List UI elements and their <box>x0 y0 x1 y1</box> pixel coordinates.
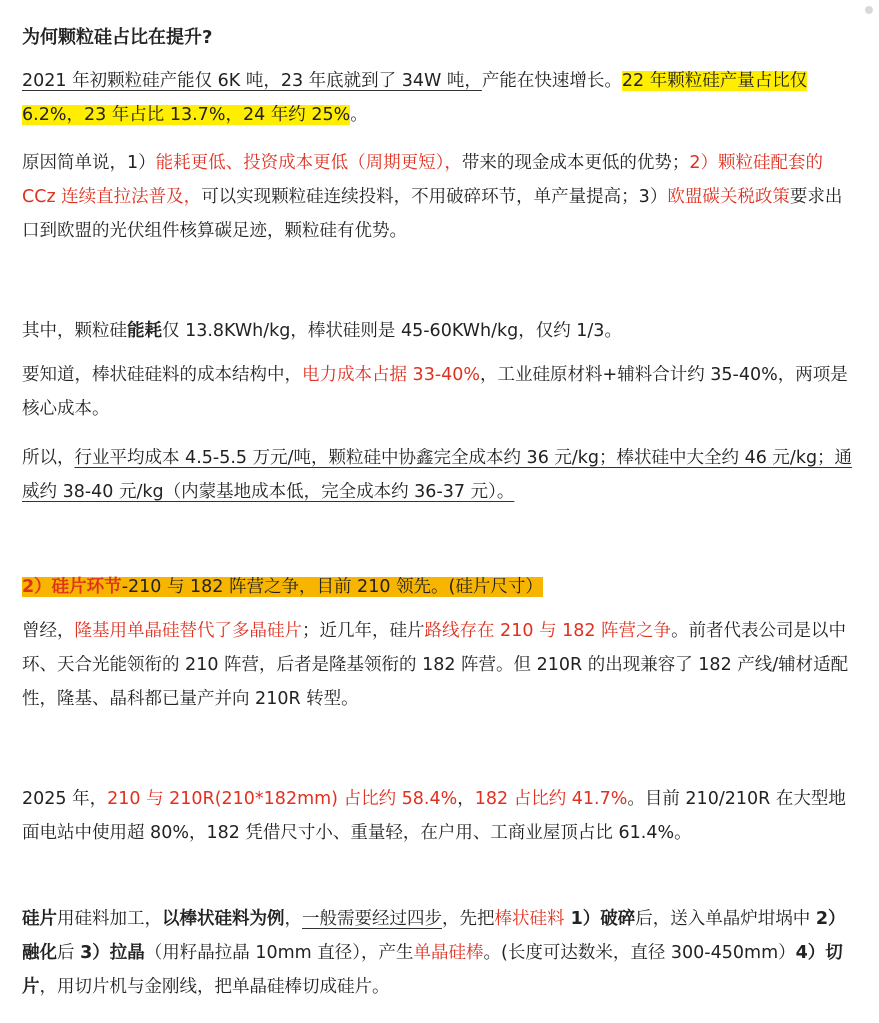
reason-1-red: 能耗更低、投资成本更低（周期更短）， <box>155 153 462 173</box>
cost-intro: 要知道，棒状硅硅料的成本结构中， <box>22 365 302 385</box>
paragraph-capacity <box>22 64 857 132</box>
corner-dot-icon <box>865 6 873 14</box>
example-bold: 以棒状硅料为例 <box>162 909 285 929</box>
avg-cost-intro: 所以， <box>22 448 75 468</box>
energy-tail: 仅 13.8KWh/kg，棒状硅则是 45-60KWh/kg，仅约 1/3。 <box>162 321 622 341</box>
paragraph-wafer-process <box>22 902 857 1004</box>
share-210-red: 210 与 210R(210*182mm) 占比约 58.4% <box>107 789 458 809</box>
section-heading: 为何颗粒硅占比在提升? <box>22 27 213 48</box>
process-tail: ，用切片机与金刚线，把单晶硅棒切成硅片。 <box>39 977 390 997</box>
wafer-heading-tail: -210 与 182 阵营之争，目前 210 领先。(硅片尺寸） <box>121 577 543 597</box>
process-mid-3: 后 <box>57 943 81 963</box>
process-mid-4: （用籽晶拉晶 10mm 直径），产生 <box>144 943 414 963</box>
reason-3-red: 欧盟碳关税政策 <box>667 187 790 207</box>
history-mid: ；近几年，硅片 <box>302 621 425 641</box>
paragraph-wafer-heading <box>22 570 857 604</box>
rod-silicon-red: 棒状硅料 <box>494 909 565 929</box>
wafer-bold: 硅片 <box>22 909 57 929</box>
share-tail: 。目前 210/210R 在大型地面电站中使用超 80%，182 凭借尺寸小、重量轻，在户用、工商业屋顶占比 61.4%。 <box>22 789 846 843</box>
longi-red: 隆基用单晶硅替代了多晶硅片 <box>74 621 302 641</box>
comma: ， <box>457 789 475 809</box>
reason-2-tail: 可以实现颗粒硅连续投料，不用破碎环节，单产量提高；3） <box>201 187 668 207</box>
capacity-growth-text: 2021 年初颗粒硅产能仅 6K 吨，23 年底就到了 34W 吨， <box>22 71 482 91</box>
paragraph-wafer-history <box>22 614 857 716</box>
capacity-growth-tail: 产能在快速增长。 <box>481 71 622 91</box>
process-mid-2: 后，送入单晶炉坩埚中 <box>635 909 816 929</box>
comma-2: ， <box>284 909 302 929</box>
reason-1-tail: 带来的现金成本更低的优势； <box>461 153 690 173</box>
reasons-intro: 原因简单说，1） <box>22 153 156 173</box>
history-intro: 曾经， <box>22 621 75 641</box>
wafer-heading-highlight <box>22 577 543 597</box>
avg-cost-underlined: 行业平均成本 4.5-5.5 万元/吨，颗粒硅中协鑫完全成本约 36 元/kg；棒状硅中大全约 46 元/kg；通威约 38-40 元/kg（内蒙基地成本低，完全成本约 36-37 元）。 <box>22 448 853 502</box>
period: 。 <box>350 105 368 125</box>
step-1-bold: 1）破碎 <box>564 909 636 929</box>
year-2025: 2025 年， <box>22 789 108 809</box>
paragraph-reasons <box>22 146 857 248</box>
step-3-bold: 3）拉晶 <box>80 943 145 963</box>
four-steps-underlined: 一般需要经过四步 <box>302 909 442 929</box>
process-mid-5: 。(长度可达数米，直径 300-450mm） <box>483 943 796 963</box>
paragraph-avg-cost <box>22 441 857 509</box>
energy-bold: 能耗 <box>127 321 162 341</box>
paragraph-cost-structure <box>22 358 857 426</box>
camp-red: 路线存在 210 与 182 阵营之争 <box>424 621 672 641</box>
ingot-red: 单晶硅棒 <box>413 943 484 963</box>
share-highlight: 22 年颗粒硅产量占比仅 6.2%，23 年占比 13.7%，24 年约 25% <box>22 71 808 125</box>
energy-intro: 其中，颗粒硅 <box>22 321 127 341</box>
history-tail: 。前者代表公司是以中环、天合光能领衔的 210 阵营，后者是隆基领衔的 182 阵营。但 210R 的出现兼容了 182 产线/辅材适配性，隆基、晶科都已量产并向 210R 转型。 <box>22 621 849 709</box>
reason-2-red: 2）颗粒硅配套的 CCz 连续直拉法普及， <box>22 153 824 207</box>
step-2-bold: 2）融化 <box>22 909 846 963</box>
reason-3-tail: 要求出口到欧盟的光伏组件核算碳足迹，颗粒硅有优势。 <box>22 187 843 241</box>
cost-tail: ，工业硅原材料+辅料合计约 35-40%，两项是核心成本。 <box>22 365 848 419</box>
paragraph-2025-share <box>22 782 857 850</box>
share-182-red: 182 占比约 41.7% <box>474 789 628 809</box>
paragraph-energy <box>22 314 857 348</box>
power-cost-red: 电力成本占据 33-40% <box>302 365 481 385</box>
process-intro: 用硅料加工， <box>57 909 162 929</box>
process-mid: ，先把 <box>442 909 495 929</box>
step-4-bold: 4）切片 <box>22 943 843 997</box>
wafer-heading-bold: 2）硅片环节 <box>22 577 122 597</box>
